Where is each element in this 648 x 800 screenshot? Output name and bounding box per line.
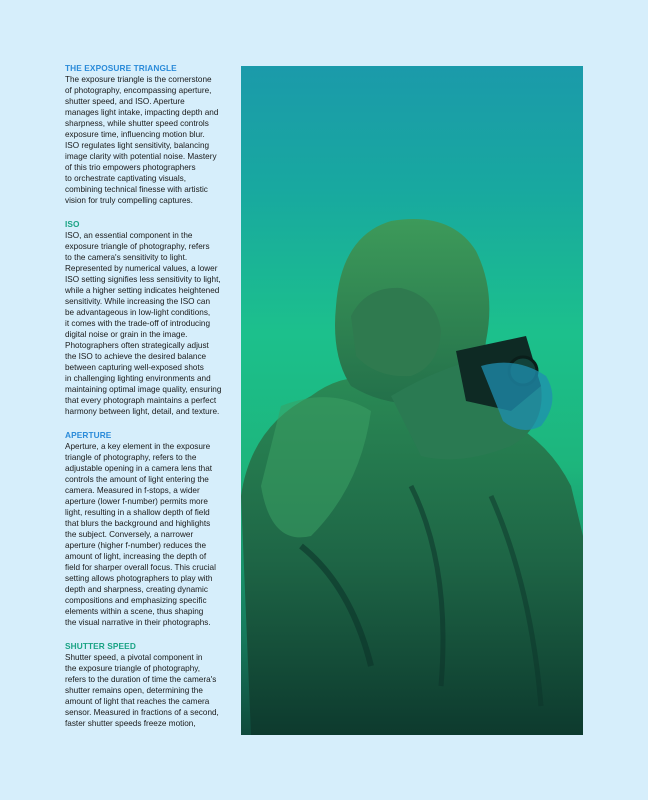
article-column	[65, 63, 235, 742]
photographer-image	[241, 66, 583, 735]
section-heading: ISO	[65, 219, 80, 229]
section-heading: APERTURE	[65, 430, 112, 440]
photographer-illustration	[241, 66, 583, 735]
section-iso	[65, 219, 235, 417]
section-shutter-speed	[65, 641, 235, 729]
section-body: ISO, an essential component in the exposure triangle of photography, refers to the camera's sensitivity to light. Represented by numerical values, a lower ISO setting signifies less sensitivity to light, while a higher setting indicates heightened sensitivity. While increasing the ISO can be advantageous in low-light conditions, it comes with the trade-off of introducing digital noise or grain in the image. Photographers often strategically adjust the ISO to achieve the desired balance between capturing well-exposed shots in challenging lighting environments and maintaining optimal image quality, ensuring that every photograph maintains a perfect harmony between light, detail, and texture.	[65, 231, 222, 416]
section-body: Aperture, a key element in the exposure triangle of photography, refers to the adjustable opening in a camera lens that controls the amount of light entering the camera. Measured in f-stops, a wider aperture (lower f-number) permits more light, resulting in a shallow depth of field that blurs the background and highlights the subject. Conversely, a narrower aperture (higher f-number) reduces the amount of light, increasing the depth of field for sharper overall focus. This crucial setting allows photographers to play with depth and sharpness, creating dynamic compositions and emphasizing specific elements within a scene, thus shaping the visual narrative in their photographs.	[65, 442, 216, 627]
section-exposure-triangle	[65, 63, 235, 206]
section-heading: THE EXPOSURE TRIANGLE	[65, 63, 177, 73]
section-body: Shutter speed, a pivotal component in the exposure triangle of photography, refers to the duration of time the camera's shutter remains open, determining the amount of light that reaches the camera sensor. Measured in fractions of a second, faster shutter speeds freeze motion,	[65, 653, 219, 728]
section-body: The exposure triangle is the cornerstone of photography, encompassing aperture, shutter speed, and ISO. Aperture manages light intake, impacting depth and sharpness, while shutter speed controls exposure time, influencing motion blur. ISO regulates light sensitivity, balancing image clarity with potential noise. Mastery of this trio empowers photographers to orchestrate captivating visuals, combining technical finesse with artistic vision for truly compelling captures.	[65, 75, 219, 205]
section-heading: SHUTTER SPEED	[65, 641, 136, 651]
section-aperture	[65, 430, 235, 628]
